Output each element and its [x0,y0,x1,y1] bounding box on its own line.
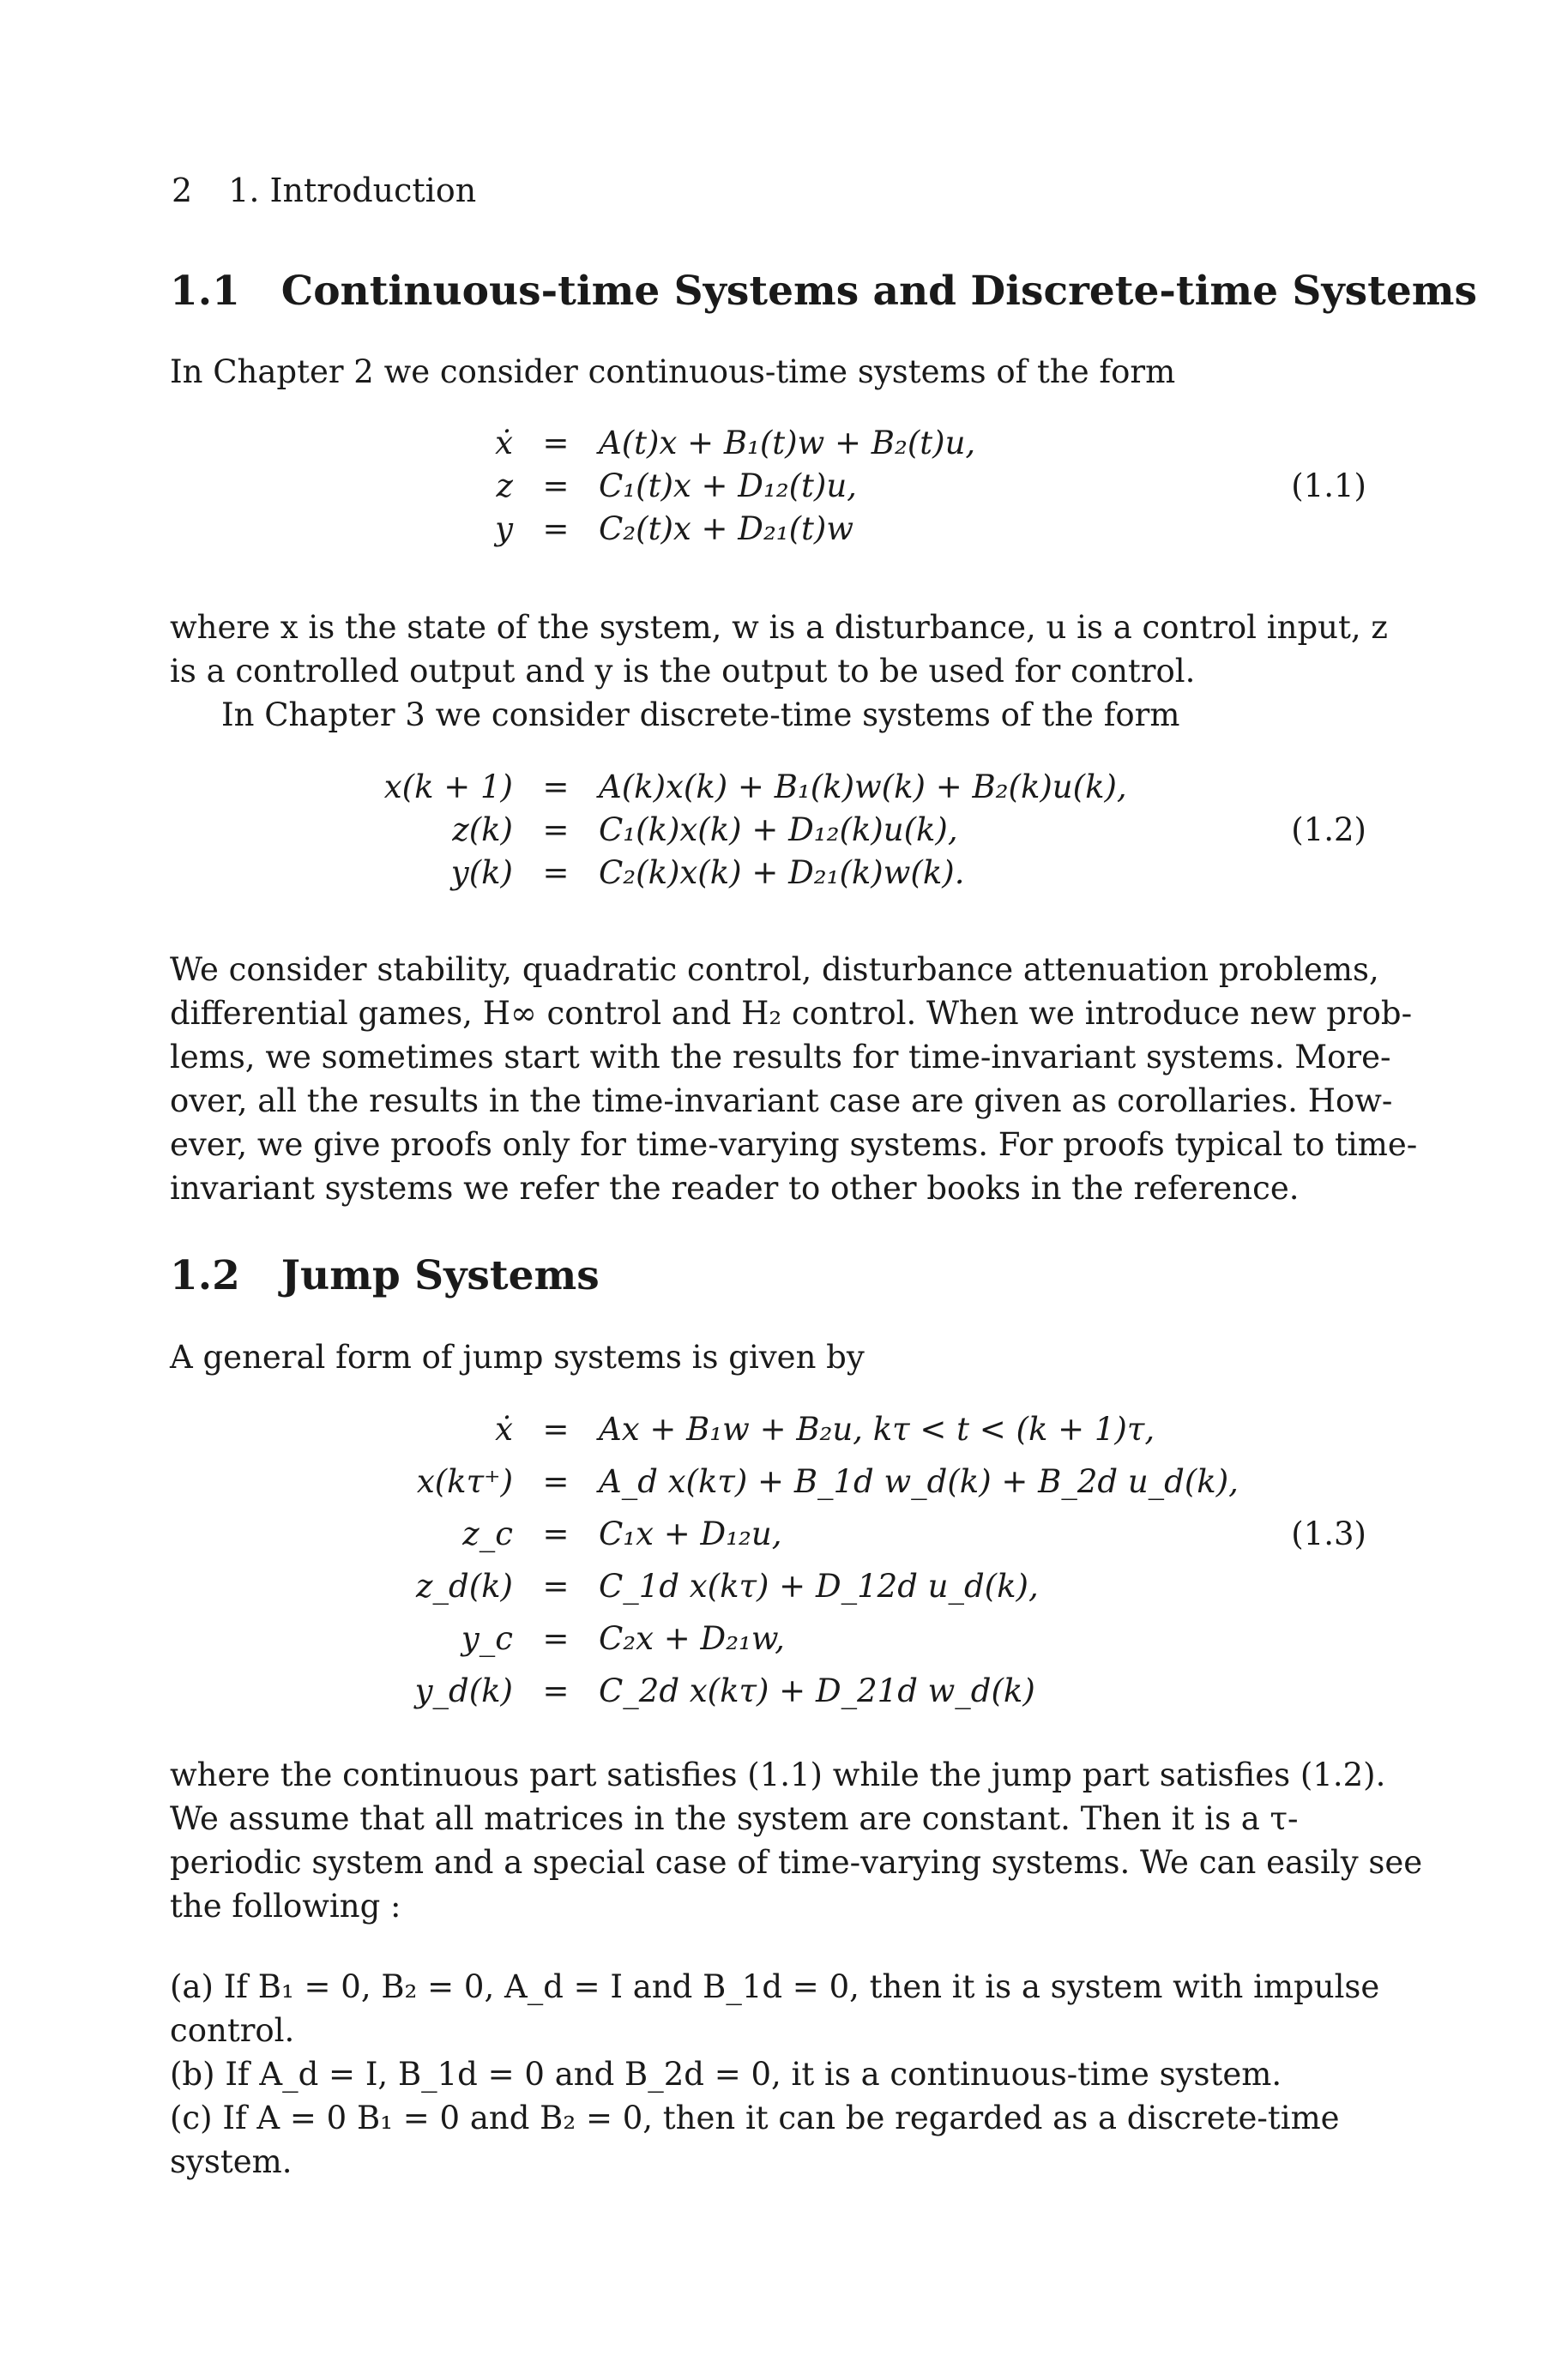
equation-lhs: y_c [461,1620,513,1657]
equation-rhs: Ax + B₁w + B₂u, kτ < t < (k + 1)τ, [599,1411,1155,1448]
equation-number: (1.3) [1291,1515,1366,1552]
paragraph-line: the following : [170,1888,401,1925]
equals-sign: = [542,1411,570,1448]
equation-lhs: x(kτ⁺) [416,1463,513,1500]
equation-number: (1.1) [1291,467,1366,504]
equals-sign: = [542,1515,570,1552]
section-heading-1-1 [170,268,1477,315]
page-number: 2 [172,172,193,209]
equation-lhs: z(k) [452,811,513,848]
paragraph-line: ever, we give proofs only for time-varying systems. For proofs typical to time- [170,1126,1418,1163]
equation-rhs: A(t)x + B₁(t)w + B₂(t)u, [599,425,976,461]
equation-rhs: C_1d x(kτ) + D_12d u_d(k), [599,1568,1039,1605]
list-item-continuation: control. [170,2012,295,2049]
equals-sign: = [542,768,570,805]
equation-row [170,1672,1366,1715]
equation-lhs: y(k) [450,854,513,891]
equation-lhs: z_d(k) [416,1568,513,1605]
equation-lhs: z_c [462,1515,513,1552]
equation-row [170,1463,1366,1506]
paragraph-line: periodic system and a special case of time-varying systems. We can easily see [170,1844,1423,1881]
intro-text: In Chapter 2 we consider continuous-time systems of the form [170,353,1176,390]
equation-lhs: y [495,510,513,547]
equation-lhs: x(k + 1) [383,768,513,805]
paragraph-line: differential games, H∞ control and H₂ control. When we introduce new prob- [170,995,1413,1032]
paragraph-line: over, all the results in the time-invariant case are given as corollaries. How- [170,1082,1393,1119]
equation-row [170,1568,1366,1611]
equation-lhs: ẋ [495,1411,513,1448]
equation-rhs: C₂x + D₂₁w, [599,1620,785,1657]
equation-rhs: A(k)x(k) + B₁(k)w(k) + B₂(k)u(k), [599,768,1127,805]
equals-sign: = [542,510,570,547]
equation-lhs: z [496,467,513,504]
paragraph-line: where the continuous part satisfies (1.1) while the jump part satisfies (1.2). [170,1756,1386,1793]
running-head [172,172,476,209]
equation-rhs: C_2d x(kτ) + D_21d w_d(k) [599,1672,1035,1709]
equation-rhs: C₂(t)x + D₂₁(t)w [599,510,854,547]
equals-sign: = [542,854,570,891]
paragraph-line: We consider stability, quadratic control, disturbance attenuation problems, [170,951,1379,988]
equation-row [170,510,1366,553]
equation-rhs: C₁(k)x(k) + D₁₂(k)u(k), [599,811,958,848]
paragraph-line: We assume that all matrices in the system are constant. Then it is a τ- [170,1800,1299,1837]
equation-row [170,467,1366,510]
intro-text: In Chapter 3 we consider discrete-time systems of the form [221,696,1180,733]
equation-rhs: A_d x(kτ) + B_1d w_d(k) + B_2d u_d(k), [599,1463,1239,1500]
equation-rhs: C₂(k)x(k) + D₂₁(k)w(k). [599,854,965,891]
section-number: 1.1 [170,268,240,315]
equals-sign: = [542,467,570,504]
paragraph-line: lems, we sometimes start with the results for time-invariant systems. More- [170,1039,1391,1076]
section-title: Continuous-time Systems and Discrete-time Systems [280,268,1477,315]
equation-number: (1.2) [1291,811,1366,848]
equation-rhs: C₁x + D₁₂u, [599,1515,782,1552]
equation-row [170,1411,1366,1454]
equals-sign: = [542,425,570,461]
equation-lhs: y_d(k) [414,1672,513,1709]
equals-sign: = [542,811,570,848]
paragraph-line: invariant systems we refer the reader to other books in the reference. [170,1170,1300,1207]
section-heading-1-2 [170,1252,600,1299]
section-title: Jump Systems [280,1252,600,1299]
list-item-continuation: system. [170,2143,293,2180]
section-number: 1.2 [170,1252,240,1299]
equation-row [170,854,1366,897]
equation-rhs: C₁(t)x + D₁₂(t)u, [599,467,857,504]
equation-row [170,1515,1366,1558]
intro-text: A general form of jump systems is given by [170,1339,865,1376]
equation-row [170,811,1366,854]
equals-sign: = [542,1568,570,1605]
equation-row [170,1620,1366,1663]
paragraph-line: where x is the state of the system, w is a disturbance, u is a control input, z [170,609,1388,646]
paragraph-line: is a controlled output and y is the output to be used for control. [170,653,1196,690]
equation-row [170,425,1366,467]
list-item: (b) If A_d = I, B_1d = 0 and B_2d = 0, it is a continuous-time system. [170,2056,1282,2093]
equals-sign: = [542,1463,570,1500]
equals-sign: = [542,1620,570,1657]
equation-lhs: ẋ [495,425,513,461]
list-item: (a) If B₁ = 0, B₂ = 0, A_d = I and B_1d = 0, then it is a system with impulse [170,1968,1380,2005]
equals-sign: = [542,1672,570,1709]
chapter-title: 1. Introduction [228,172,477,209]
list-item: (c) If A = 0 B₁ = 0 and B₂ = 0, then it can be regarded as a discrete-time [170,2100,1340,2136]
equation-row [170,768,1366,811]
